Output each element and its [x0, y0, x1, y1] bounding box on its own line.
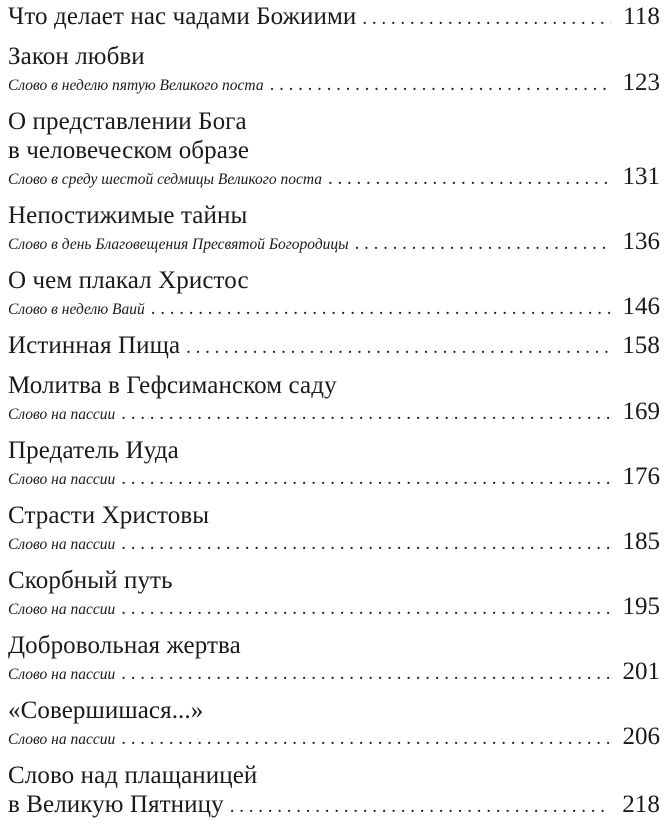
toc-title: Предатель Иуда — [8, 437, 179, 464]
toc-entry — [8, 761, 660, 821]
dot-leader — [121, 402, 611, 426]
toc-title: Что делает нас чадами Божиими — [8, 3, 357, 30]
toc-title: Страсти Христовы — [8, 502, 210, 529]
dot-leader — [186, 333, 611, 362]
dot-leader — [121, 467, 611, 491]
toc-subtitle-line — [8, 400, 660, 427]
page-number: 131 — [622, 163, 660, 190]
page-number: 118 — [623, 3, 660, 30]
dot-leader — [121, 727, 611, 751]
toc-title: «Совершишася...» — [8, 697, 204, 724]
toc-title: О чем плакал Христос — [8, 267, 249, 294]
toc-title: Молитва в Гефсиманском саду — [8, 372, 337, 399]
toc-subtitle-line — [8, 595, 660, 622]
toc-entry — [8, 266, 660, 322]
page-number: 185 — [622, 528, 660, 555]
toc-entry — [8, 331, 660, 362]
dot-leader — [328, 167, 611, 191]
page-number: 158 — [622, 332, 660, 359]
toc-entry — [8, 371, 660, 427]
toc-title-line — [8, 696, 660, 725]
toc-subtitle: Слово в неделю пятую Великого поста — [8, 77, 264, 94]
toc-title-line — [8, 631, 660, 660]
toc-title-line — [8, 761, 660, 790]
toc-title-line — [8, 2, 660, 33]
page-number: 218 — [622, 791, 660, 818]
toc-subtitle: Слово на пассии — [8, 666, 116, 683]
toc-title-line — [8, 266, 660, 295]
toc-subtitle: Слово на пассии — [8, 601, 116, 618]
dot-leader — [121, 597, 611, 621]
page-number: 201 — [622, 658, 660, 685]
toc-title: Слово над плащаницей — [8, 762, 258, 789]
toc-title: в человеческом образе — [8, 137, 250, 164]
toc-subtitle-line — [8, 660, 660, 687]
toc-subtitle: Слово на пассии — [8, 536, 116, 553]
page-number: 176 — [622, 463, 660, 490]
toc-title: Скорбный путь — [8, 567, 173, 594]
page-number: 206 — [622, 723, 660, 750]
toc-entry — [8, 631, 660, 687]
toc-subtitle: Слово в неделю Ваий — [8, 301, 145, 318]
dot-leader — [270, 73, 611, 97]
table-of-contents — [8, 2, 660, 830]
toc-subtitle-line — [8, 725, 660, 752]
toc-subtitle-line — [8, 165, 660, 192]
toc-entry — [8, 566, 660, 622]
toc-entry — [8, 2, 660, 33]
toc-subtitle: Слово на пассии — [8, 471, 116, 488]
toc-title: Закон любви — [8, 43, 145, 70]
dot-leader — [230, 792, 611, 821]
toc-subtitle-line — [8, 230, 660, 257]
toc-title-line — [8, 136, 660, 165]
toc-title: Истинная Пища — [8, 332, 181, 359]
page-number: 195 — [622, 593, 660, 620]
toc-entry — [8, 696, 660, 752]
toc-entry — [8, 42, 660, 98]
toc-subtitle-line — [8, 295, 660, 322]
toc-title: в Великую Пятницу — [8, 791, 224, 818]
toc-title-line — [8, 371, 660, 400]
toc-subtitle-line — [8, 71, 660, 98]
toc-title-line — [8, 201, 660, 230]
dot-leader — [362, 4, 611, 33]
toc-title: Добровольная жертва — [8, 632, 241, 659]
toc-title-line — [8, 107, 660, 136]
toc-title-line — [8, 566, 660, 595]
toc-subtitle: Слово в среду шестой седмицы Великого поста — [8, 171, 322, 188]
page-number: 136 — [622, 228, 660, 255]
toc-title-line — [8, 790, 660, 821]
dot-leader — [151, 297, 611, 321]
toc-subtitle: Слово в день Благовещения Пресвятой Богородицы — [8, 236, 349, 253]
dot-leader — [121, 662, 611, 686]
toc-subtitle-line — [8, 465, 660, 492]
toc-subtitle: Слово на пассии — [8, 406, 116, 423]
toc-entry — [8, 501, 660, 557]
toc-title-line — [8, 501, 660, 530]
toc-entry — [8, 201, 660, 257]
dot-leader — [121, 532, 611, 556]
toc-title-line — [8, 436, 660, 465]
toc-subtitle: Слово на пассии — [8, 731, 116, 748]
toc-title: Непостижимые тайны — [8, 202, 248, 229]
toc-subtitle-line — [8, 530, 660, 557]
toc-title-line — [8, 42, 660, 71]
dot-leader — [355, 232, 611, 256]
toc-entry — [8, 107, 660, 192]
toc-title: О представлении Бога — [8, 108, 247, 135]
page-number: 123 — [622, 69, 660, 96]
page-number: 146 — [622, 293, 660, 320]
toc-title-line — [8, 331, 660, 362]
toc-entry — [8, 436, 660, 492]
page-number: 169 — [622, 398, 660, 425]
